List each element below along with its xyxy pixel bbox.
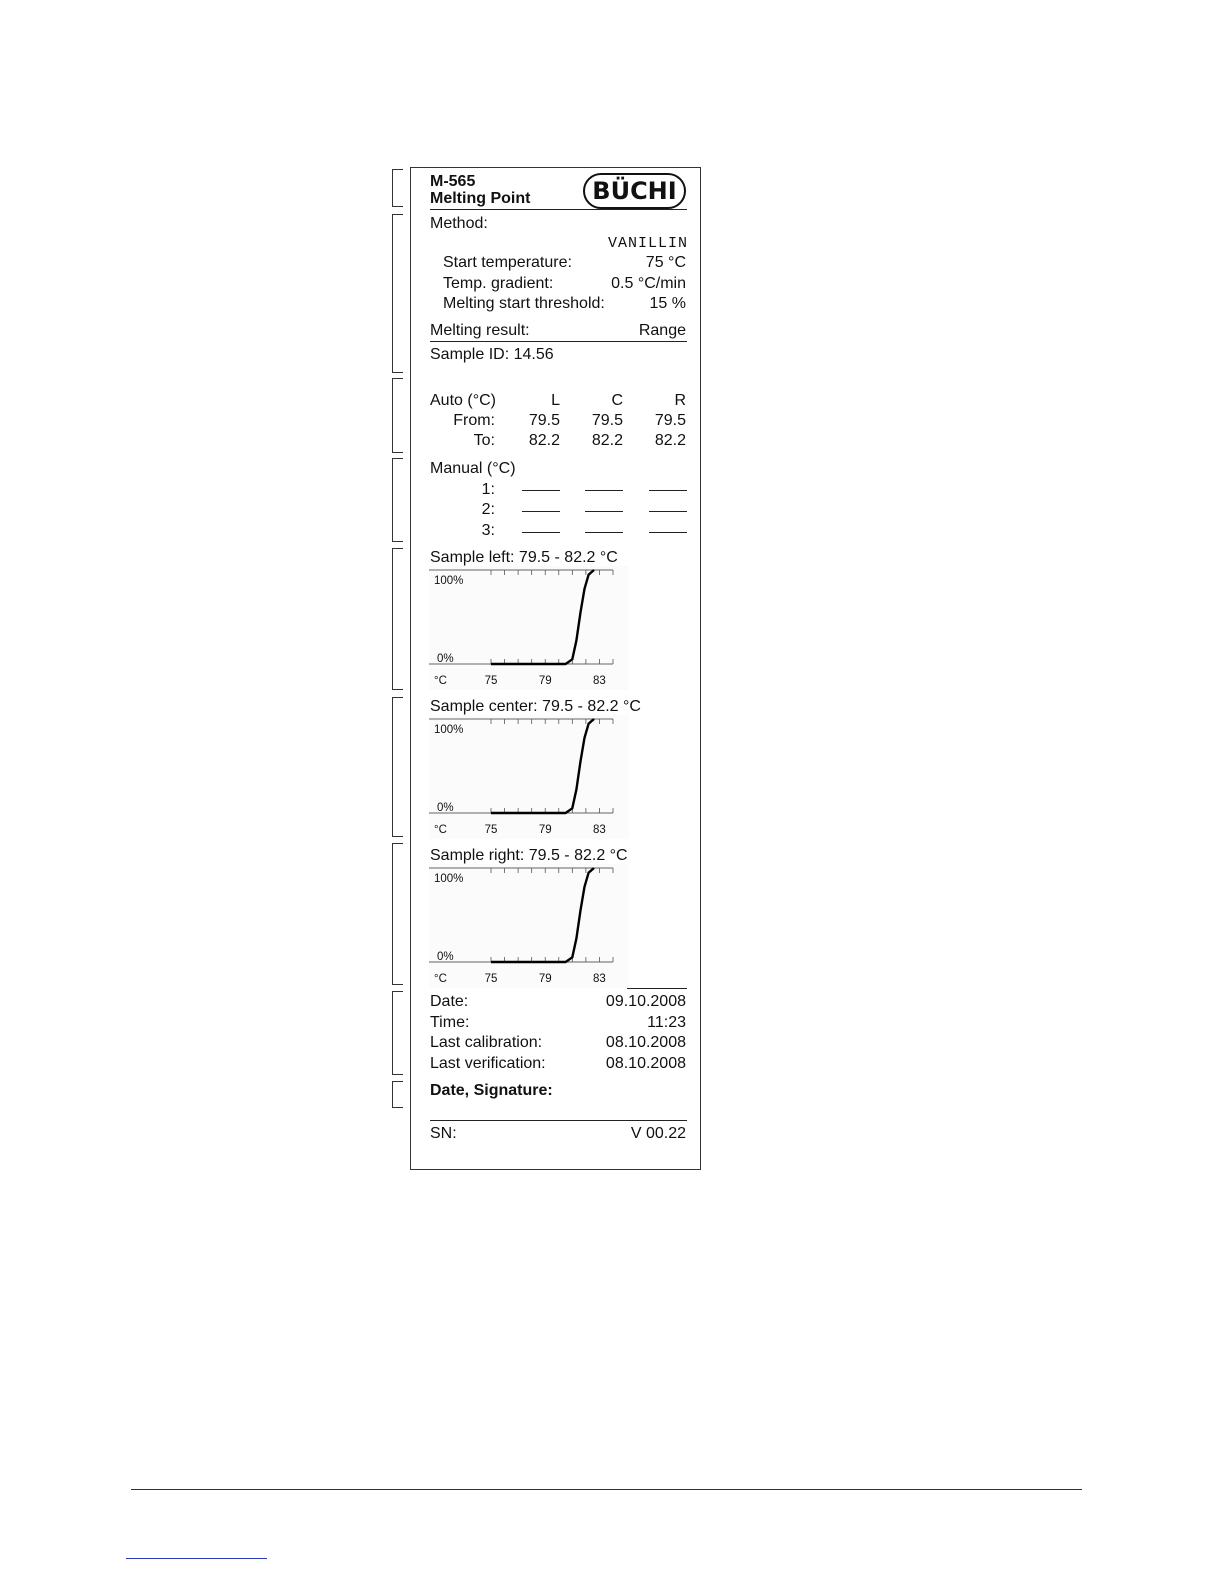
- model-label: M-565: [430, 173, 476, 190]
- manual-row-label: 3:: [481, 522, 495, 539]
- chart-y-label-top: 100%: [434, 575, 464, 587]
- signature-line: [430, 1120, 687, 1121]
- melting-result-value: Range: [638, 322, 686, 339]
- manual-blank: [649, 532, 687, 533]
- info-rule: [627, 988, 687, 989]
- chart-title-center: Sample center: 79.5 - 82.2 °C: [430, 698, 641, 715]
- info-value: 08.10.2008: [605, 1034, 686, 1051]
- melting-curve-chart-right: [429, 864, 629, 988]
- page-footer-rule: [131, 1489, 1082, 1490]
- section-bracket-header: [392, 169, 403, 207]
- auto-label: Auto (°C): [430, 392, 496, 409]
- chart-x-tick-label: 75: [484, 824, 498, 836]
- section-bracket-manual: [392, 458, 403, 542]
- melting-curve-chart-center: [429, 715, 629, 839]
- chart-title-left: Sample left: 79.5 - 82.2 °C: [430, 549, 618, 566]
- section-bracket-auto: [392, 378, 403, 453]
- manual-row-label: 1:: [481, 481, 495, 498]
- header-divider: [430, 209, 687, 210]
- info-value: 11:23: [647, 1014, 686, 1031]
- signature-label: Date, Signature:: [430, 1082, 553, 1099]
- melting-curve-chart-left: [429, 566, 629, 690]
- chart-y-label-bottom: 0%: [437, 951, 454, 963]
- serial-number-label: SN:: [430, 1125, 457, 1142]
- auto-value: 79.5: [528, 412, 560, 429]
- auto-value: 82.2: [528, 432, 560, 449]
- auto-row-label: From:: [453, 412, 495, 429]
- method-param-value: 15 %: [649, 295, 686, 312]
- chart-y-label-bottom: 0%: [437, 653, 454, 665]
- page-footer-link-underline: [126, 1558, 267, 1559]
- chart-x-tick-label: 79: [538, 824, 552, 836]
- manual-blank: [522, 532, 560, 533]
- manual-label: Manual (°C): [430, 460, 516, 477]
- chart-title-right: Sample right: 79.5 - 82.2 °C: [430, 847, 628, 864]
- section-bracket-method: [392, 214, 403, 373]
- info-label: Date:: [430, 993, 469, 1010]
- chart-x-unit-label: °C: [434, 973, 447, 985]
- chart-x-unit-label: °C: [434, 675, 447, 687]
- manual-blank: [585, 532, 623, 533]
- auto-row-label: To:: [473, 432, 495, 449]
- chart-x-unit-label: °C: [434, 824, 447, 836]
- chart-y-label-bottom: 0%: [437, 802, 454, 814]
- chart-x-tick-label: 83: [593, 824, 606, 836]
- manual-blank: [585, 511, 623, 512]
- manual-blank: [649, 490, 687, 491]
- manual-blank: [522, 511, 560, 512]
- auto-value: 82.2: [654, 432, 686, 449]
- method-param-value: 0.5 °C/min: [611, 275, 686, 292]
- method-param-label: Melting start threshold:: [443, 295, 605, 312]
- manual-blank: [522, 490, 560, 491]
- chart-x-tick-label: 79: [538, 973, 552, 985]
- section-bracket-chart-right: [392, 843, 403, 985]
- method-label: Method:: [430, 215, 488, 232]
- method-param-value: 75 °C: [645, 254, 686, 271]
- info-value: 08.10.2008: [605, 1055, 686, 1072]
- method-name: VANILLIN: [607, 235, 688, 252]
- section-bracket-chart-left: [392, 548, 403, 690]
- manual-blank: [649, 511, 687, 512]
- chart-y-label-top: 100%: [434, 873, 464, 885]
- manual-blank: [585, 490, 623, 491]
- chart-x-tick-label: 75: [484, 973, 498, 985]
- info-label: Last calibration:: [430, 1034, 543, 1051]
- chart-y-label-top: 100%: [434, 724, 464, 736]
- auto-value: 79.5: [591, 412, 623, 429]
- buchi-logo: BÜCHI: [583, 173, 686, 209]
- chart-x-tick-label: 83: [593, 973, 606, 985]
- auto-col-header: R: [674, 392, 686, 409]
- section-bracket-signature: [392, 1081, 403, 1108]
- melting-result-label: Melting result:: [430, 322, 530, 339]
- info-label: Last verification:: [430, 1055, 546, 1072]
- info-value: 09.10.2008: [605, 993, 686, 1010]
- auto-value: 82.2: [591, 432, 623, 449]
- section-bracket-info: [392, 991, 403, 1075]
- auto-col-header: C: [611, 392, 623, 409]
- manual-row-label: 2:: [481, 501, 495, 518]
- method-param-label: Start temperature:: [443, 254, 572, 271]
- result-divider: [430, 341, 687, 342]
- auto-col-header: L: [551, 392, 560, 409]
- chart-x-tick-label: 83: [593, 675, 606, 687]
- printout-title: Melting Point: [430, 190, 531, 207]
- chart-x-tick-label: 79: [538, 675, 552, 687]
- method-param-label: Temp. gradient:: [443, 275, 554, 292]
- info-label: Time:: [430, 1014, 470, 1031]
- chart-x-tick-label: 75: [484, 675, 498, 687]
- auto-value: 79.5: [654, 412, 686, 429]
- sample-id: Sample ID: 14.56: [430, 346, 554, 363]
- section-bracket-chart-center: [392, 697, 403, 837]
- firmware-version: V 00.22: [630, 1125, 686, 1142]
